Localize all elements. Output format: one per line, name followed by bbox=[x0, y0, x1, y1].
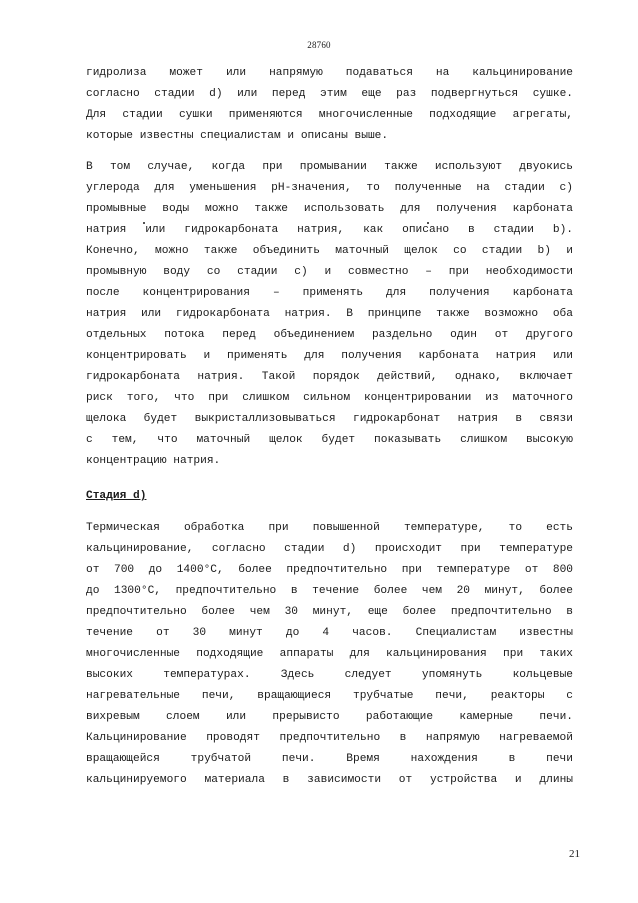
text-line: гидролиза может или напрямую подаваться на кальцинирование bbox=[86, 67, 573, 79]
text-line: течение от 30 минут до 4 часов. Специалистам известны bbox=[86, 627, 573, 639]
text-line: углерода для уменьшения pH-значения, то полученные на стадии c) bbox=[86, 182, 573, 194]
text-line: В том случае, когда при промывании также используют двуокись bbox=[86, 161, 573, 173]
text-line: кальцинируемого материала в зависимости от устройства и длины bbox=[86, 774, 573, 786]
text-line: промывную воду со стадии c) и совместно – при необходимости bbox=[86, 266, 573, 278]
text-line: гидрокарбоната натрия. Такой порядок действий, однако, включает bbox=[86, 371, 573, 383]
section-heading: Стадия d) bbox=[86, 490, 147, 502]
text-line: натрия или гидрокарбоната натрия, как описано в стадии b). bbox=[86, 224, 573, 236]
text-line: которые известны специалистам и описаны выше. bbox=[86, 130, 389, 142]
text-line: промывные воды можно также использовать для получения карбоната bbox=[86, 203, 573, 215]
text-line: после концентрирования – применять для получения карбоната bbox=[86, 287, 573, 299]
document-number: 28760 bbox=[307, 40, 331, 50]
text-line: концентрацию натрия. bbox=[86, 455, 221, 467]
text-line: высоких температурах. Здесь следует упомянуть кольцевые bbox=[86, 669, 573, 681]
text-line: Конечно, можно также объединить маточный щелок со стадии b) и bbox=[86, 245, 573, 257]
text-line: Кальцинирование проводят предпочтительно в напрямую нагреваемой bbox=[86, 732, 573, 744]
text-line: от 700 до 1400°С, более предпочтительно при температуре от 800 bbox=[86, 564, 573, 576]
text-line: концентрировать и применять для получения карбоната натрия или bbox=[86, 350, 573, 362]
paragraph-hydrolysis bbox=[86, 63, 573, 147]
text-line: нагревательные печи, вращающиеся трубчатые печи, реакторы с bbox=[86, 690, 573, 702]
text-line: Термическая обработка при повышенной температуре, то есть bbox=[86, 522, 573, 534]
scan-speck bbox=[427, 222, 429, 224]
text-line: вихревым слоем или прерывисто работающие камерные печи. bbox=[86, 711, 573, 723]
text-line: натрия или гидрокарбоната натрия. В принципе также возможно оба bbox=[86, 308, 573, 320]
text-line: предпочтительно более чем 30 минут, еще более предпочтительно в bbox=[86, 606, 573, 618]
text-line: риск того, что при слишком сильном концентрировании из маточного bbox=[86, 392, 573, 404]
text-line: согласно стадии d) или перед этим еще раз подвергнуться сушке. bbox=[86, 88, 573, 100]
text-line: вращающейся трубчатой печи. Время нахождения в печи bbox=[86, 753, 573, 765]
text-line: щелока будет выкристаллизовываться гидрокарбонат натрия в связи bbox=[86, 413, 573, 425]
text-line: кальцинирование, согласно стадии d) происходит при температуре bbox=[86, 543, 573, 555]
paragraph-calcination bbox=[86, 518, 573, 791]
text-line: до 1300°С, предпочтительно в течение более чем 20 минут, более bbox=[86, 585, 573, 597]
text-line: с тем, что маточный щелок будет показывать слишком высокую bbox=[86, 434, 573, 446]
scan-speck bbox=[143, 222, 145, 224]
text-line: отдельных потока перед объединением раздельно один от другого bbox=[86, 329, 573, 341]
paragraph-wash-water bbox=[86, 157, 573, 472]
text-line: многочисленные подходящие аппараты для кальцинирования при таких bbox=[86, 648, 573, 660]
page-number: 21 bbox=[569, 848, 580, 860]
text-line: Для стадии сушки применяются многочисленные подходящие агрегаты, bbox=[86, 109, 573, 121]
